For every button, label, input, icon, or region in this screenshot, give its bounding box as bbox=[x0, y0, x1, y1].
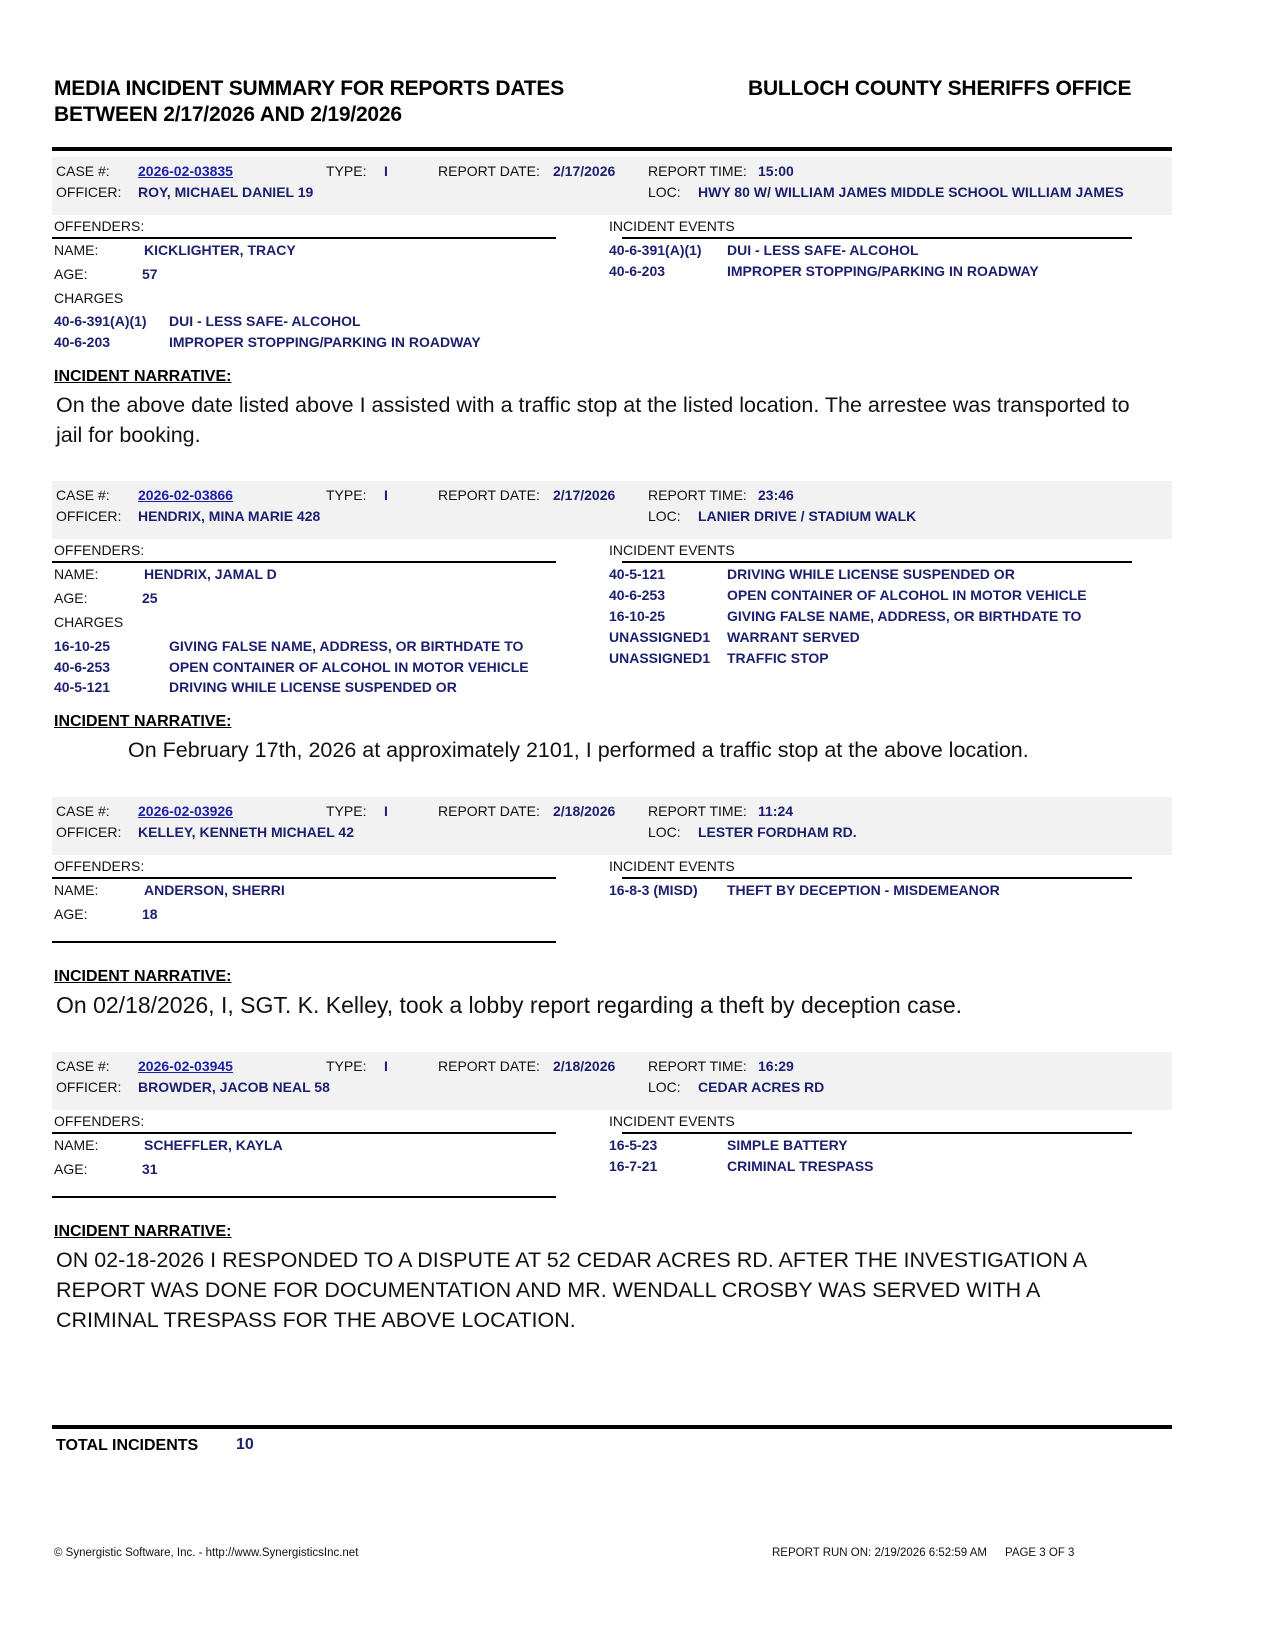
report-date-value: 2/17/2026 bbox=[553, 487, 616, 503]
footer-copyright: © Synergistic Software, Inc. - http://www.SynergisticsInc.net bbox=[54, 1547, 359, 1559]
event-code: UNASSIGNED1 bbox=[609, 650, 711, 666]
incident-events-divider bbox=[622, 561, 1132, 563]
incident-events-label: INCIDENT EVENTS bbox=[609, 858, 735, 874]
report-date-value: 2/18/2026 bbox=[553, 803, 616, 819]
report-date-value: 2/17/2026 bbox=[553, 163, 616, 179]
offender-name-value: KICKLIGHTER, TRACY bbox=[144, 242, 296, 258]
case-number-label: CASE #: bbox=[56, 163, 110, 179]
offenders-divider bbox=[52, 1132, 556, 1134]
type-label: TYPE: bbox=[326, 803, 367, 819]
event-description: WARRANT SERVED bbox=[727, 629, 860, 645]
charge-code: 16-10-25 bbox=[54, 638, 111, 654]
case-number-link[interactable]: 2026-02-03945 bbox=[138, 1058, 233, 1074]
offender-name-label: NAME: bbox=[54, 566, 99, 582]
charge-description: OPEN CONTAINER OF ALCOHOL IN MOTOR VEHICLE bbox=[169, 658, 529, 675]
offender-name-label: NAME: bbox=[54, 242, 99, 258]
incident-events-divider bbox=[622, 237, 1132, 239]
officer-label: OFFICER: bbox=[56, 1079, 122, 1095]
location-value: LESTER FORDHAM RD. bbox=[698, 824, 857, 840]
charges-label: CHARGES bbox=[54, 290, 124, 306]
charge-description: IMPROPER STOPPING/PARKING IN ROADWAY bbox=[169, 334, 481, 350]
offender-age-value: 31 bbox=[142, 1161, 158, 1177]
offenders-label: OFFENDERS: bbox=[54, 542, 145, 558]
location-label: LOC: bbox=[648, 508, 681, 524]
report-title-line2: BETWEEN 2/17/2026 AND 2/19/2026 bbox=[54, 103, 402, 126]
offender-name-value: SCHEFFLER, KAYLA bbox=[144, 1137, 283, 1153]
total-incidents-value: 10 bbox=[236, 1436, 254, 1453]
event-description: IMPROPER STOPPING/PARKING IN ROADWAY bbox=[727, 263, 1039, 279]
case-number-label: CASE #: bbox=[56, 487, 110, 503]
total-incidents-label: TOTAL INCIDENTS bbox=[56, 1437, 199, 1454]
report-date-label: REPORT DATE: bbox=[438, 803, 540, 819]
report-date-label: REPORT DATE: bbox=[438, 1058, 540, 1074]
officer-value: BROWDER, JACOB NEAL 58 bbox=[138, 1079, 330, 1095]
event-description: SIMPLE BATTERY bbox=[727, 1137, 848, 1153]
offender-name-label: NAME: bbox=[54, 1137, 99, 1153]
case-number-label: CASE #: bbox=[56, 1058, 110, 1074]
offender-name-value: ANDERSON, SHERRI bbox=[144, 882, 285, 898]
officer-value: ROY, MICHAEL DANIEL 19 bbox=[138, 184, 314, 200]
narrative-heading: INCIDENT NARRATIVE: bbox=[54, 713, 232, 730]
charge-description: DRIVING WHILE LICENSE SUSPENDED OR bbox=[169, 679, 457, 695]
totals-divider bbox=[52, 1425, 1172, 1429]
offenders-end-divider bbox=[52, 941, 556, 943]
event-description: CRIMINAL TRESPASS bbox=[727, 1158, 874, 1174]
offender-age-label: AGE: bbox=[54, 590, 88, 606]
report-time-label: REPORT TIME: bbox=[648, 487, 747, 503]
event-description: OPEN CONTAINER OF ALCOHOL IN MOTOR VEHICLE bbox=[727, 587, 1087, 603]
offenders-label: OFFENDERS: bbox=[54, 1113, 145, 1129]
offenders-end-divider bbox=[52, 1196, 556, 1198]
officer-label: OFFICER: bbox=[56, 184, 122, 200]
event-code: 40-5-121 bbox=[609, 566, 666, 582]
report-run-on: REPORT RUN ON: 2/19/2026 6:52:59 AM bbox=[772, 1547, 987, 1559]
report-date-value: 2/18/2026 bbox=[553, 1058, 616, 1074]
event-code: 16-5-23 bbox=[609, 1137, 658, 1153]
offender-name-label: NAME: bbox=[54, 882, 99, 898]
incident-events-label: INCIDENT EVENTS bbox=[609, 1113, 735, 1129]
report-time-label: REPORT TIME: bbox=[648, 163, 747, 179]
type-label: TYPE: bbox=[326, 163, 367, 179]
type-label: TYPE: bbox=[326, 487, 367, 503]
event-description: THEFT BY DECEPTION - MISDEMEANOR bbox=[727, 882, 1000, 898]
incident-events-divider bbox=[622, 1132, 1132, 1134]
case-number-link[interactable]: 2026-02-03926 bbox=[138, 803, 233, 819]
offenders-divider bbox=[52, 561, 556, 563]
event-code: 16-10-25 bbox=[609, 608, 666, 624]
charge-code: 40-6-203 bbox=[54, 334, 111, 350]
narrative-text: ON 02-18-2026 I RESPONDED TO A DISPUTE AT 52 CEDAR ACRES RD. AFTER THE INVESTIGATION A REPORT WAS DONE FOR DOCUMENTATION AND MR. WENDALL CROSBY WAS SERVED WITH A CRIMINAL TRESPASS FOR THE ABOVE LOCATION. bbox=[56, 1248, 1086, 1332]
report-title bbox=[54, 76, 564, 128]
incident-events-label: INCIDENT EVENTS bbox=[609, 218, 735, 234]
narrative-heading: INCIDENT NARRATIVE: bbox=[54, 968, 232, 985]
report-date-label: REPORT DATE: bbox=[438, 163, 540, 179]
type-value: I bbox=[384, 163, 388, 179]
offender-age-label: AGE: bbox=[54, 906, 88, 922]
charge-description: DUI - LESS SAFE- ALCOHOL bbox=[169, 313, 361, 329]
event-code: 40-6-391(A)(1) bbox=[609, 242, 702, 258]
type-label: TYPE: bbox=[326, 1058, 367, 1074]
event-code: 16-8-3 (MISD) bbox=[609, 882, 698, 898]
narrative-heading: INCIDENT NARRATIVE: bbox=[54, 1223, 232, 1240]
report-time-value: 23:46 bbox=[758, 487, 794, 503]
type-value: I bbox=[384, 803, 388, 819]
offenders-label: OFFENDERS: bbox=[54, 218, 145, 234]
offender-age-label: AGE: bbox=[54, 1161, 88, 1177]
report-time-value: 16:29 bbox=[758, 1058, 794, 1074]
event-description: DUI - LESS SAFE- ALCOHOL bbox=[727, 242, 919, 258]
footer-run-info bbox=[772, 1547, 1092, 1559]
event-description: TRAFFIC STOP bbox=[727, 650, 829, 666]
incident-events-label: INCIDENT EVENTS bbox=[609, 542, 735, 558]
report-time-value: 15:00 bbox=[758, 163, 794, 179]
charges-label: CHARGES bbox=[54, 614, 124, 630]
narrative-text: On the above date listed above I assisted with a traffic stop at the listed location. The arrestee was transported to jail for booking. bbox=[56, 393, 1130, 447]
location-value: CEDAR ACRES RD bbox=[698, 1079, 825, 1095]
location-value: LANIER DRIVE / STADIUM WALK bbox=[698, 508, 917, 524]
officer-value: HENDRIX, MINA MARIE 428 bbox=[138, 508, 321, 524]
agency-name: BULLOCH COUNTY SHERIFFS OFFICE bbox=[748, 77, 1132, 100]
type-value: I bbox=[384, 487, 388, 503]
case-number-link[interactable]: 2026-02-03866 bbox=[138, 487, 233, 503]
event-code: 16-7-21 bbox=[609, 1158, 658, 1174]
offenders-label: OFFENDERS: bbox=[54, 858, 145, 874]
incident-events-divider bbox=[622, 877, 1132, 879]
event-code: UNASSIGNED1 bbox=[609, 629, 711, 645]
event-code: 40-6-253 bbox=[609, 587, 666, 603]
offenders-divider bbox=[52, 237, 556, 239]
event-code: 40-6-203 bbox=[609, 263, 666, 279]
report-time-label: REPORT TIME: bbox=[648, 803, 747, 819]
case-number-label: CASE #: bbox=[56, 803, 110, 819]
report-time-label: REPORT TIME: bbox=[648, 1058, 747, 1074]
event-description: DRIVING WHILE LICENSE SUSPENDED OR bbox=[727, 566, 1015, 582]
offender-name-value: HENDRIX, JAMAL D bbox=[144, 566, 277, 582]
narrative-text: On 02/18/2026, I, SGT. K. Kelley, took a lobby report regarding a theft by deception case. bbox=[56, 992, 963, 1018]
location-value: HWY 80 W/ WILLIAM JAMES MIDDLE SCHOOL WILLIAM JAMES bbox=[698, 184, 1124, 200]
report-date-label: REPORT DATE: bbox=[438, 487, 540, 503]
report-title-line1: MEDIA INCIDENT SUMMARY FOR REPORTS DATES bbox=[54, 77, 565, 100]
charge-code: 40-5-121 bbox=[54, 679, 111, 695]
charge-description: GIVING FALSE NAME, ADDRESS, OR BIRTHDATE TO bbox=[169, 638, 524, 654]
charge-code: 40-6-253 bbox=[54, 658, 111, 675]
location-label: LOC: bbox=[648, 824, 681, 840]
narrative-text: On February 17th, 2026 at approximately 2101, I performed a traffic stop at the above location. bbox=[128, 738, 1029, 762]
offenders-divider bbox=[52, 877, 556, 879]
offender-age-label: AGE: bbox=[54, 266, 88, 282]
offender-age-value: 57 bbox=[142, 266, 158, 282]
location-label: LOC: bbox=[648, 1079, 681, 1095]
header-divider bbox=[52, 147, 1172, 151]
officer-value: KELLEY, KENNETH MICHAEL 42 bbox=[138, 824, 354, 840]
offender-age-value: 25 bbox=[142, 590, 158, 606]
report-time-value: 11:24 bbox=[758, 803, 794, 819]
officer-label: OFFICER: bbox=[56, 508, 122, 524]
case-number-link[interactable]: 2026-02-03835 bbox=[138, 163, 233, 179]
charge-code: 40-6-391(A)(1) bbox=[54, 313, 147, 329]
offender-age-value: 18 bbox=[142, 906, 158, 922]
officer-label: OFFICER: bbox=[56, 824, 122, 840]
event-description: GIVING FALSE NAME, ADDRESS, OR BIRTHDATE TO bbox=[727, 608, 1082, 624]
page-number: PAGE 3 OF 3 bbox=[1005, 1547, 1075, 1559]
narrative-heading: INCIDENT NARRATIVE: bbox=[54, 368, 232, 385]
location-label: LOC: bbox=[648, 184, 681, 200]
type-value: I bbox=[384, 1058, 388, 1074]
